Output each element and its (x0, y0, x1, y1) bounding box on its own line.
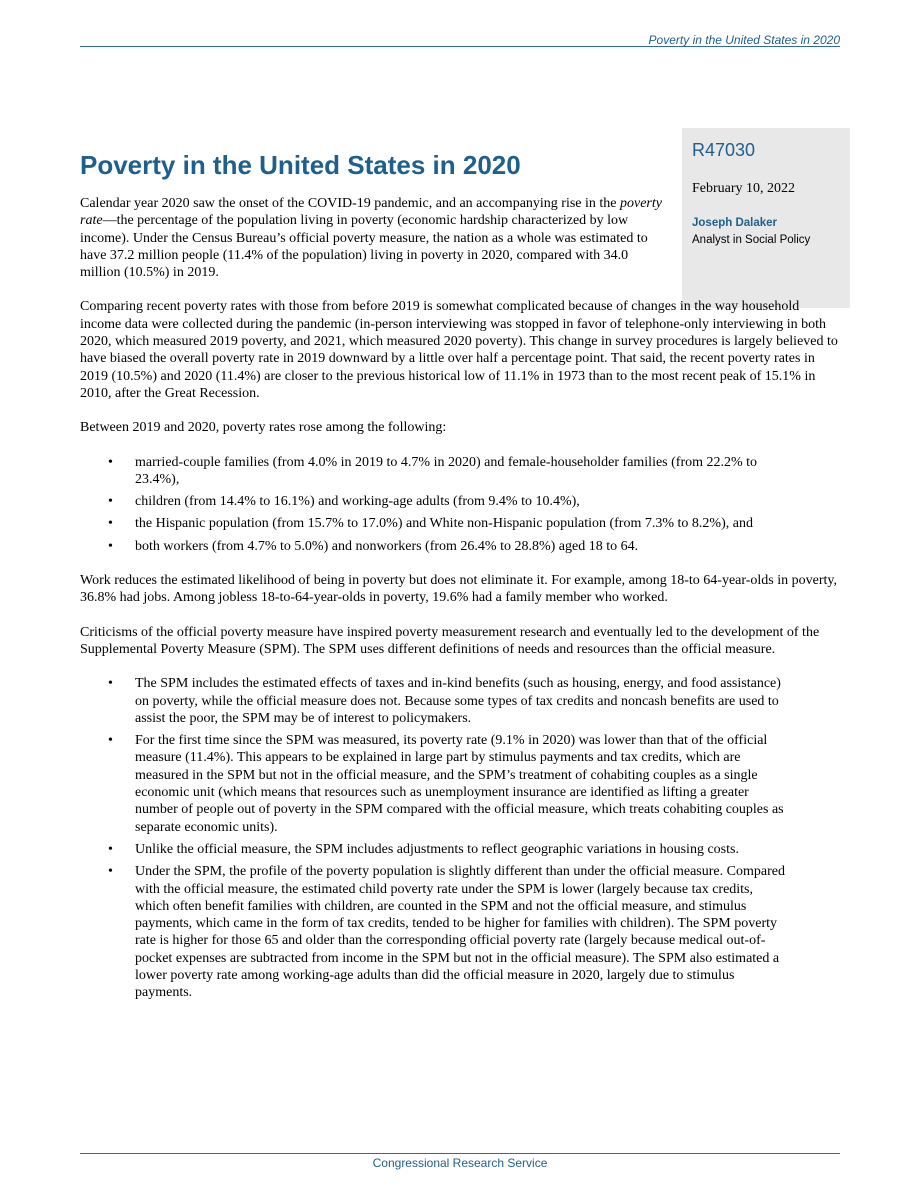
running-header: Poverty in the United States in 2020 (648, 33, 840, 47)
footer-rule (80, 1153, 840, 1154)
spm-list (80, 675, 840, 1001)
list-item: • both workers (from 4.7% to 5.0%) and nonworkers (from 26.4% to 28.8%) aged 18 to 64. (80, 538, 785, 555)
footer-text: Congressional Research Service (372, 1156, 548, 1170)
spm-paragraph: Criticisms of the official poverty measure have inspired poverty measurement research and eventually led to the development of the Supplemental Poverty Measure (SPM). The SPM uses different definitions of needs and resources than the official measure. (80, 624, 820, 657)
list-item: • The SPM includes the estimated effects of taxes and in-kind benefits (such as housing, energy, and food assistance) on poverty, while the official measure does not. Because some types of tax credits and noncash benefits are used to assist the poor, the SPM may be of interest to policymakers. (80, 675, 785, 727)
header-rule (80, 46, 840, 47)
list-item: • Under the SPM, the profile of the poverty population is slightly different than under the official measure. Compared with the official measure, the estimated child poverty rate under the SPM is lower (largely because tax credits, which often benefit families with children, are counted in the SPM and not the official measure, and stimulus payments, which came in the form of tax credits, tended to be higher for families with children). The SPM poverty rate is higher for those 65 and older than the corresponding official poverty rate (largely because medical out-of-pocket expenses are subtracted from income in the SPM but not in the official measure). The SPM also estimated a lower poverty rate among working-age adults than did the official measure in 2020, largely due to stimulus payments. (80, 863, 785, 1001)
poverty-rate-term: poverty rate (80, 196, 662, 229)
work-paragraph: Work reduces the estimated likelihood of being in poverty but does not eliminate it. For example, among 18-to 64-year-olds in poverty, 36.8% had jobs. Among jobless 18-to-64-year-olds in poverty, 19.6% had a family member who worked. (80, 573, 838, 606)
intro-paragraph-2: Comparing recent poverty rates with those from before 2019 is somewhat complicated because of changes in the way household income data were collected during the pandemic (in-person interviewing was stopped in favor of telephone-only interviewing in both 2020, which measured 2019 poverty, and 2021, which measured 2020 poverty). This change in survey procedures is largely believed to have biased the overall poverty rate in 2019 downward by a little over half a percentage point. That said, the recent poverty rates in 2019 (10.5%) and 2020 (11.4%) are closer to the previous historical low of 11.1% in 1973 than to the most recent peak of 15.1% in 2010, after the Great Recession. (80, 299, 838, 401)
list-item: • Unlike the official measure, the SPM includes adjustments to reflect geographic variations in housing costs. (80, 841, 785, 858)
report-date: February 10, 2022 (692, 181, 796, 196)
list-item: • the Hispanic population (from 15.7% to 17.0%) and White non-Hispanic population (from 7.3% to 8.2%), and (80, 515, 785, 532)
author-title: Analyst in Social Policy (692, 234, 811, 246)
intro-text-start: Calendar year 2020 saw the onset of the COVID-19 pandemic, and an accompanying rise in the (80, 196, 620, 211)
document-body (80, 195, 840, 1019)
poverty-rise-list (80, 454, 840, 555)
intro-text-end: —the percentage of the population living in poverty (economic hardship characterized by low income). Under the Census Bureau’s official poverty measure, the nation as a whole was estimated to have 37.2 million people (11.4% of the population) living in poverty in 2020, compared with 34.0 million (10.5%) in 2019. (80, 213, 648, 281)
intro-paragraph-1 (80, 195, 670, 281)
list-item: • children (from 14.4% to 16.1%) and working-age adults (from 9.4% to 10.4%), (80, 493, 785, 510)
report-number: R47030 (692, 140, 756, 160)
intro-paragraph-3: Between 2019 and 2020, poverty rates rose among the following: (80, 420, 447, 436)
author-name: Joseph Dalaker (692, 217, 778, 229)
list-item: • married-couple families (from 4.0% in 2019 to 4.7% in 2020) and female-householder families (from 22.2% to 23.4%), (80, 454, 785, 489)
list-item: • For the first time since the SPM was measured, its poverty rate (9.1% in 2020) was lower than that of the official measure (11.4%). This appears to be explained in large part by stimulus payments and tax credits, which are measured in the SPM but not in the official measure, and the SPM’s treatment of cohabiting couples as a single economic unit (which means that resources such as unemployment insurance are identified as lifting a greater number of people out of poverty in the SPM compared with the official measure, which treats cohabiting couples as separate economic units). (80, 732, 785, 836)
document-title: Poverty in the United States in 2020 (80, 150, 521, 180)
